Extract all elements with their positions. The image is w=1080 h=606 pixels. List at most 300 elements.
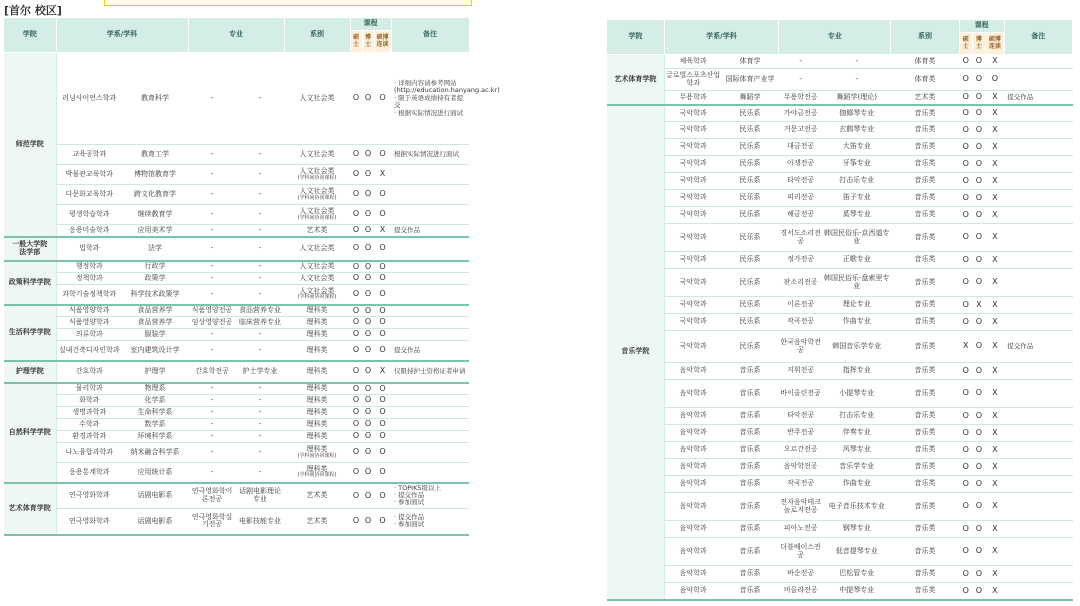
category-cell: 音乐类: [891, 190, 959, 207]
dept-korean: 국악학과: [664, 207, 721, 224]
major-korean: 반주전공: [779, 425, 823, 442]
dept-korean: 음악학과: [664, 459, 721, 476]
major-korean: 피리전공: [779, 190, 823, 207]
category-cell: 音乐类: [891, 566, 959, 583]
dept-chinese: 化学系: [122, 395, 188, 407]
masters-mark: O: [350, 285, 362, 305]
dept-chinese: 音乐系: [721, 493, 778, 521]
category-text: 人文社会类: [299, 207, 335, 216]
integrated-mark: X: [986, 566, 1005, 583]
dept-chinese: 民乐系: [721, 156, 778, 173]
integrated-mark: O: [374, 407, 391, 419]
category-cell: 音乐类: [891, 252, 959, 269]
major-korean: 오르간전공: [779, 442, 823, 459]
category-text: 理科类: [306, 407, 328, 416]
college-cell: 艺术体育学院: [4, 483, 56, 535]
note-cell: 提交作品: [391, 341, 469, 361]
table-row: [4, 443, 469, 463]
major-korean: 대금전공: [779, 139, 823, 156]
table-row: [607, 521, 1073, 538]
table-row: [607, 139, 1073, 156]
category-cell: 音乐类: [891, 139, 959, 156]
doctoral-mark: O: [362, 463, 374, 483]
highlight-box: [104, 0, 472, 6]
table-row: [4, 483, 469, 509]
integrated-mark: X: [986, 55, 1005, 69]
note-cell: [391, 285, 469, 305]
doctoral-mark: O: [972, 493, 985, 521]
table-row: [607, 380, 1073, 408]
major-chinese: 钢琴专业: [823, 521, 891, 538]
masters-mark: O: [959, 105, 972, 122]
major-korean: -: [188, 431, 236, 443]
header-integrated: 硕博连读: [986, 33, 1005, 55]
doctoral-mark: O: [362, 329, 374, 341]
major-chinese: 电影技能专业: [236, 509, 284, 535]
table-row: [607, 69, 1073, 91]
doctoral-mark: O: [362, 53, 374, 145]
major-chinese: -: [236, 145, 284, 165]
dept-chinese: 教育工学: [122, 145, 188, 165]
category-cell: [284, 273, 350, 285]
dept-korean: 음악학과: [664, 425, 721, 442]
table-row: [4, 361, 469, 383]
note-cell: [1004, 190, 1072, 207]
masters-mark: O: [959, 173, 972, 190]
integrated-mark: O: [374, 53, 391, 145]
table-row: [4, 341, 469, 361]
major-korean: 타악전공: [779, 173, 823, 190]
masters-mark: O: [350, 431, 362, 443]
category-cell: 音乐类: [891, 476, 959, 493]
integrated-mark: O: [986, 69, 1005, 91]
college-cell: 护理学院: [4, 361, 56, 383]
table-row: [4, 419, 469, 431]
note-cell: [1004, 425, 1072, 442]
category-note: (学科间协同课程): [297, 294, 337, 301]
integrated-mark: X: [986, 91, 1005, 105]
note-cell: [1004, 459, 1072, 476]
note-cell: [1004, 583, 1072, 600]
major-chinese: -: [236, 205, 284, 225]
doctoral-mark: O: [972, 521, 985, 538]
category-cell: 音乐类: [891, 314, 959, 331]
integrated-mark: O: [374, 261, 391, 273]
major-korean: -: [188, 185, 236, 205]
category-cell: 音乐类: [891, 425, 959, 442]
doctoral-mark: O: [972, 408, 985, 425]
dept-korean: 나노융합과학과: [56, 443, 122, 463]
masters-mark: O: [959, 252, 972, 269]
note-cell: 提交作品: [1004, 331, 1072, 363]
category-cell: [284, 329, 350, 341]
note-cell: [1004, 314, 1072, 331]
major-chinese: -: [236, 237, 284, 261]
major-korean: 한국음악학전공: [779, 331, 823, 363]
header-college: 学院: [4, 18, 56, 53]
dept-korean: 국악학과: [664, 331, 721, 363]
masters-mark: O: [350, 509, 362, 535]
note-cell: [391, 165, 469, 185]
note-cell: [391, 395, 469, 407]
integrated-mark: X: [986, 363, 1005, 380]
integrated-mark: O: [374, 395, 391, 407]
dept-korean: 국악학과: [664, 224, 721, 252]
category-text: 理科类: [306, 419, 328, 428]
dept-chinese: 话剧电影系: [122, 509, 188, 535]
doctoral-mark: O: [362, 395, 374, 407]
doctoral-mark: O: [972, 207, 985, 224]
category-cell: [284, 419, 350, 431]
integrated-mark: X: [986, 583, 1005, 600]
note-cell: · 详细内容请参考网站(http://education.hanyang.ac.kr) · 限于英语成绩持有者提交 · 根据实际情况进行面试: [391, 53, 469, 145]
table-row: [607, 314, 1073, 331]
dept-chinese: 民乐系: [721, 105, 778, 122]
major-korean: 경서도소리전공: [779, 224, 823, 252]
note-cell: [391, 329, 469, 341]
category-cell: 音乐类: [891, 297, 959, 314]
category-cell: 音乐类: [891, 156, 959, 173]
masters-mark: O: [350, 305, 362, 317]
dept-korean: 글로벌스포츠산업학과: [664, 69, 721, 91]
dept-korean: 음악학과: [664, 363, 721, 380]
masters-mark: O: [959, 493, 972, 521]
integrated-mark: X: [986, 493, 1005, 521]
integrated-mark: O: [374, 185, 391, 205]
dept-chinese: 室内建筑设计学: [122, 341, 188, 361]
doctoral-mark: O: [972, 55, 985, 69]
major-korean: 작곡전공: [779, 476, 823, 493]
doctoral-mark: O: [362, 285, 374, 305]
dept-korean: 식품영양학과: [56, 305, 122, 317]
masters-mark: O: [350, 407, 362, 419]
masters-mark: O: [959, 425, 972, 442]
header-masters: 硕士: [350, 31, 362, 53]
major-korean: 지휘전공: [779, 363, 823, 380]
table-row: [607, 173, 1073, 190]
doctoral-mark: X: [972, 297, 985, 314]
category-cell: 音乐类: [891, 521, 959, 538]
note-cell: [1004, 122, 1072, 139]
table-row: [4, 285, 469, 305]
major-chinese: 打击乐专业: [823, 408, 891, 425]
major-korean: -: [188, 261, 236, 273]
category-cell: 音乐类: [891, 224, 959, 252]
integrated-mark: O: [374, 509, 391, 535]
header-dept: 学系/学科: [664, 20, 778, 55]
major-korean: 정가전공: [779, 252, 823, 269]
note-cell: [1004, 297, 1072, 314]
note-cell: [391, 205, 469, 225]
category-cell: [284, 285, 350, 305]
college-cell: 音乐学院: [607, 105, 664, 600]
masters-mark: O: [959, 566, 972, 583]
doctoral-mark: O: [362, 407, 374, 419]
dept-korean: 국악학과: [664, 156, 721, 173]
category-cell: [284, 341, 350, 361]
dept-korean: 국악학과: [664, 269, 721, 297]
category-cell: [284, 395, 350, 407]
doctoral-mark: O: [362, 205, 374, 225]
header-integrated: 硕博连读: [374, 31, 391, 53]
doctoral-mark: O: [362, 145, 374, 165]
note-cell: [391, 273, 469, 285]
dept-korean: 물리학과: [56, 383, 122, 395]
dept-chinese: 食品营养学: [122, 317, 188, 329]
major-korean: 이론전공: [779, 297, 823, 314]
major-korean: 거문고전공: [779, 122, 823, 139]
doctoral-mark: O: [362, 361, 374, 383]
major-korean: -: [188, 53, 236, 145]
note-cell: [1004, 105, 1072, 122]
note-cell: 提交作品: [1004, 91, 1072, 105]
table-row: [4, 509, 469, 535]
dept-korean: 교육공학과: [56, 145, 122, 165]
major-korean: -: [779, 69, 823, 91]
table-row: [4, 273, 469, 285]
note-cell: [1004, 173, 1072, 190]
integrated-mark: X: [374, 225, 391, 237]
doctoral-mark: O: [972, 190, 985, 207]
college-cell: 政策科学学院: [4, 261, 56, 305]
integrated-mark: X: [986, 442, 1005, 459]
integrated-mark: X: [986, 425, 1005, 442]
masters-mark: O: [959, 476, 972, 493]
category-text: 人文社会类: [299, 167, 335, 176]
dept-chinese: 民乐系: [721, 190, 778, 207]
masters-mark: O: [350, 53, 362, 145]
category-cell: [284, 225, 350, 237]
major-korean: -: [188, 145, 236, 165]
category-cell: 体育类: [891, 69, 959, 91]
category-cell: [284, 53, 350, 145]
dept-chinese: 民乐系: [721, 224, 778, 252]
major-chinese: -: [236, 273, 284, 285]
major-korean: 바순전공: [779, 566, 823, 583]
category-text: 理科类: [306, 395, 328, 404]
doctoral-mark: O: [972, 476, 985, 493]
major-korean: -: [188, 395, 236, 407]
note-cell: [391, 261, 469, 273]
major-chinese: 电子音乐技术专业: [823, 493, 891, 521]
header-major: 专业: [188, 18, 284, 53]
note-cell: [1004, 69, 1072, 91]
dept-chinese: 食品营养学: [122, 305, 188, 317]
masters-mark: O: [959, 139, 972, 156]
major-chinese: -: [236, 261, 284, 273]
masters-mark: O: [959, 521, 972, 538]
dept-chinese: 跨文化教育学: [122, 185, 188, 205]
table-row: [4, 383, 469, 395]
note-cell: 根据实际情况进行面试: [391, 145, 469, 165]
dept-chinese: 民乐系: [721, 252, 778, 269]
table-row: [4, 205, 469, 225]
masters-mark: O: [350, 317, 362, 329]
dept-chinese: 音乐系: [721, 583, 778, 600]
integrated-mark: X: [986, 252, 1005, 269]
masters-mark: O: [350, 165, 362, 185]
category-text: 艺术类: [306, 516, 328, 525]
major-korean: -: [188, 419, 236, 431]
category-cell: 音乐类: [891, 442, 959, 459]
table-row: [607, 442, 1073, 459]
college-cell: 一般大学院 法学部: [4, 237, 56, 261]
major-chinese: -: [823, 55, 891, 69]
masters-mark: O: [959, 55, 972, 69]
major-chinese: -: [236, 431, 284, 443]
dept-chinese: 物理系: [122, 383, 188, 395]
note-cell: [1004, 493, 1072, 521]
integrated-mark: X: [986, 156, 1005, 173]
masters-mark: O: [350, 419, 362, 431]
major-chinese: 笛子专业: [823, 190, 891, 207]
masters-mark: O: [959, 91, 972, 105]
major-korean: -: [188, 341, 236, 361]
category-text: 人文社会类: [299, 149, 335, 158]
note-cell: [1004, 55, 1072, 69]
integrated-mark: X: [986, 331, 1005, 363]
dept-korean: 음악학과: [664, 476, 721, 493]
doctoral-mark: O: [362, 419, 374, 431]
major-chinese: 正歌专业: [823, 252, 891, 269]
dept-chinese: 继续教育学: [122, 205, 188, 225]
table-row: [4, 395, 469, 407]
doctoral-mark: O: [972, 105, 985, 122]
table-row: [4, 329, 469, 341]
major-korean: 가야금전공: [779, 105, 823, 122]
major-korean: 무용학전공: [779, 91, 823, 105]
category-text: 理科类: [306, 345, 328, 354]
dept-chinese: 民乐系: [721, 331, 778, 363]
category-cell: 音乐类: [891, 459, 959, 476]
doctoral-mark: O: [972, 363, 985, 380]
masters-mark: O: [350, 483, 362, 509]
major-chinese: -: [236, 285, 284, 305]
category-cell: 音乐类: [891, 173, 959, 190]
integrated-mark: O: [374, 443, 391, 463]
header-college: 学院: [607, 20, 664, 55]
category-text: 人文社会类: [299, 243, 335, 252]
integrated-mark: O: [374, 483, 391, 509]
doctoral-mark: O: [362, 185, 374, 205]
major-korean: 임상영양전공: [188, 317, 236, 329]
major-chinese: 护士学专业: [236, 361, 284, 383]
dept-korean: 환경과학과: [56, 431, 122, 443]
category-cell: [284, 407, 350, 419]
category-text: 理科类: [306, 329, 328, 338]
integrated-mark: X: [986, 139, 1005, 156]
table-row: [607, 476, 1073, 493]
table-row: [607, 105, 1073, 122]
masters-mark: O: [959, 583, 972, 600]
doctoral-mark: O: [362, 317, 374, 329]
table-row: [607, 583, 1073, 600]
category-cell: [284, 317, 350, 329]
category-cell: [284, 383, 350, 395]
category-text: 理科类: [306, 431, 328, 440]
table-row: [607, 408, 1073, 425]
category-note: (学科间协同课程): [297, 472, 337, 479]
dept-korean: 연극영화학과: [56, 509, 122, 535]
doctoral-mark: O: [362, 341, 374, 361]
major-chinese: 韩国民俗乐-京西道专业: [823, 224, 891, 252]
major-chinese: 伴奏专业: [823, 425, 891, 442]
category-cell: 艺术类: [891, 91, 959, 105]
table-row: [4, 53, 469, 145]
category-text: 理科类: [306, 384, 328, 393]
doctoral-mark: O: [972, 459, 985, 476]
doctoral-mark: O: [362, 443, 374, 463]
doctoral-mark: O: [972, 173, 985, 190]
major-chinese: 低音提琴专业: [823, 538, 891, 566]
dept-chinese: 音乐系: [721, 363, 778, 380]
major-chinese: 音乐学专业: [823, 459, 891, 476]
header-dept: 学系/学科: [56, 18, 188, 53]
dept-korean: 국악학과: [664, 122, 721, 139]
integrated-mark: X: [986, 521, 1005, 538]
major-korean: 연극영화학이론전공: [188, 483, 236, 509]
major-chinese: -: [236, 329, 284, 341]
masters-mark: O: [959, 269, 972, 297]
dept-korean: 음악학과: [664, 493, 721, 521]
table-row: [607, 493, 1073, 521]
dept-chinese: 音乐系: [721, 442, 778, 459]
integrated-mark: O: [374, 237, 391, 261]
dept-chinese: 行政学: [122, 261, 188, 273]
header-masters: 硕士: [959, 33, 972, 55]
integrated-mark: X: [986, 314, 1005, 331]
dept-chinese: 生命科学系: [122, 407, 188, 419]
campus-label: [首尔 校区]: [4, 4, 62, 17]
major-chinese: -: [236, 419, 284, 431]
major-chinese: 打击乐专业: [823, 173, 891, 190]
category-note: (学科间协同课程): [297, 452, 337, 459]
doctoral-mark: O: [972, 224, 985, 252]
masters-mark: O: [959, 380, 972, 408]
dept-chinese: 体育学: [721, 55, 778, 69]
major-korean: 음악학전공: [779, 459, 823, 476]
integrated-mark: X: [986, 297, 1005, 314]
dept-korean: 실내건축디자인학과: [56, 341, 122, 361]
integrated-mark: X: [986, 122, 1005, 139]
dept-chinese: 民乐系: [721, 314, 778, 331]
masters-mark: O: [959, 122, 972, 139]
integrated-mark: X: [986, 105, 1005, 122]
category-note: (学科间协同课程): [297, 194, 337, 201]
dept-chinese: 音乐系: [721, 459, 778, 476]
category-text: 理科类: [306, 445, 328, 454]
masters-mark: O: [350, 361, 362, 383]
note-cell: [391, 443, 469, 463]
dept-chinese: 国际体育产业学: [721, 69, 778, 91]
dept-korean: 법학과: [56, 237, 122, 261]
integrated-mark: O: [374, 329, 391, 341]
dept-korean: 국악학과: [664, 139, 721, 156]
major-chinese: 风琴专业: [823, 442, 891, 459]
note-cell: 提交作品: [391, 225, 469, 237]
table-row: [4, 185, 469, 205]
dept-korean: 국악학과: [664, 173, 721, 190]
note-cell: [391, 419, 469, 431]
note-cell: 仅限持护士资格证者申请: [391, 361, 469, 383]
masters-mark: O: [959, 314, 972, 331]
dept-korean: 수학과: [56, 419, 122, 431]
major-chinese: -: [823, 69, 891, 91]
major-chinese: 指挥专业: [823, 363, 891, 380]
major-chinese: 食品营养专业: [236, 305, 284, 317]
table-row: [4, 407, 469, 419]
dept-korean: 체육학과: [664, 55, 721, 69]
